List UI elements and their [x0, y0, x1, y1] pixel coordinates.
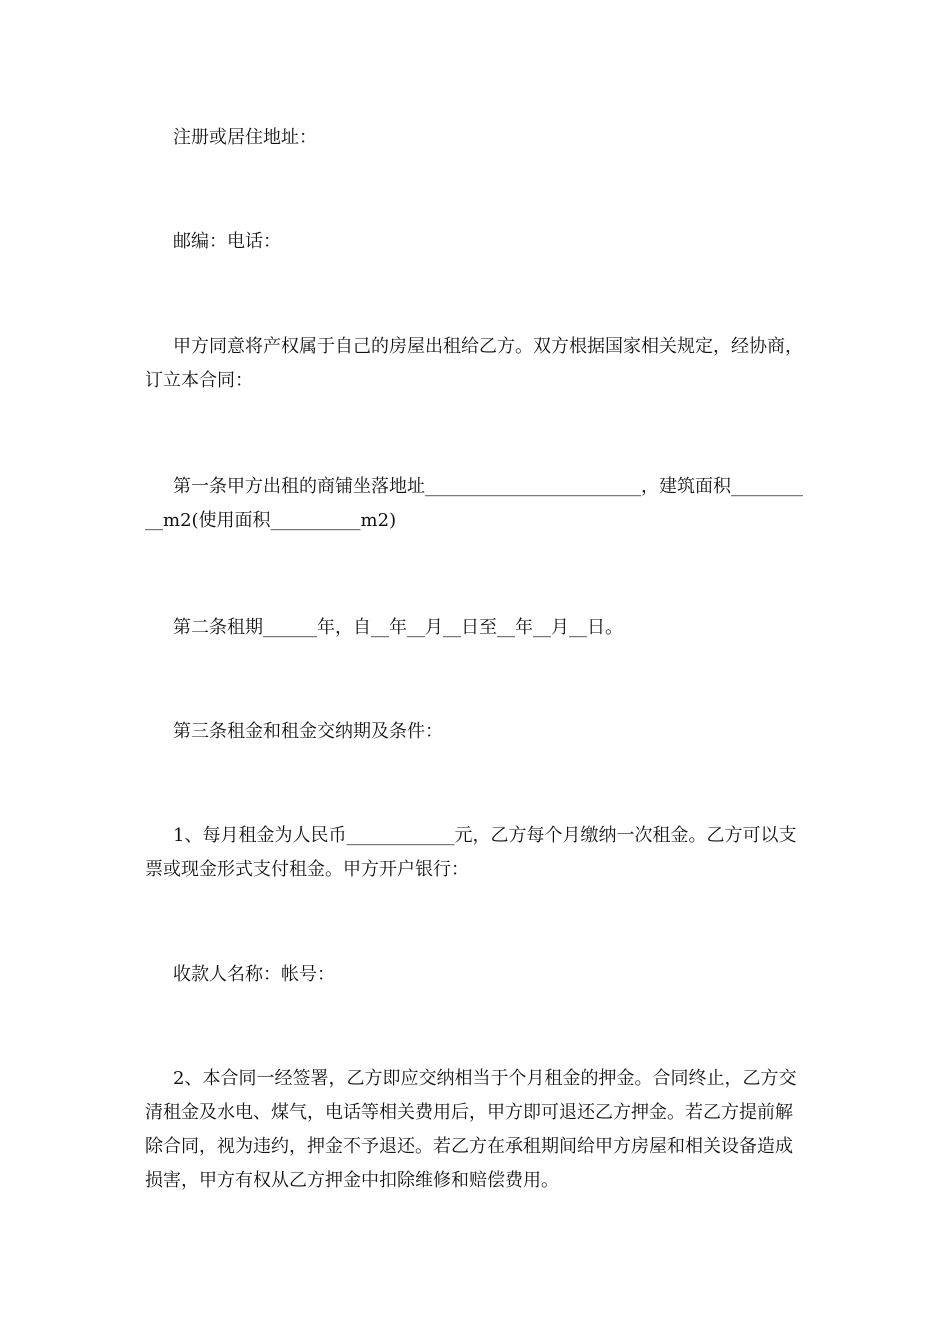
clause-1-monthly-rent: 1、每月租金为人民币____________元，乙方每个月缴纳一次租金。乙方可以支票或现金形式支付租金。甲方开户银行：	[145, 825, 797, 880]
article-1-location: 第一条甲方出租的商铺坐落地址________________________，建筑面积__________m2(使用面积__________m2)	[145, 476, 803, 531]
postcode-phone-line: 邮编：电话：	[173, 231, 281, 252]
article-2-term: 第二条租期______年，自__年__月__日至__年__月__日。	[173, 617, 623, 638]
address-line: 注册或居住地址：	[173, 127, 317, 148]
intro-paragraph: 甲方同意将产权属于自己的房屋出租给乙方。双方根据国家相关规定，经协商，订立本合同：	[145, 336, 803, 391]
article-3-rent-terms: 第三条租金和租金交纳期及条件：	[173, 721, 443, 742]
clause-2-deposit: 2、本合同一经签署，乙方即应交纳相当于个月租金的押金。合同终止，乙方交清租金及水电、煤气，电话等相关费用后，甲方即可退还乙方押金。若乙方提前解除合同，视为违约，押金不予退还。若乙方在承租期间给甲方房屋和相关设备造成损害，甲方有权从乙方押金中扣除维修和赔偿费用。	[145, 1068, 797, 1191]
payee-account-line: 收款人名称：帐号：	[173, 964, 335, 985]
